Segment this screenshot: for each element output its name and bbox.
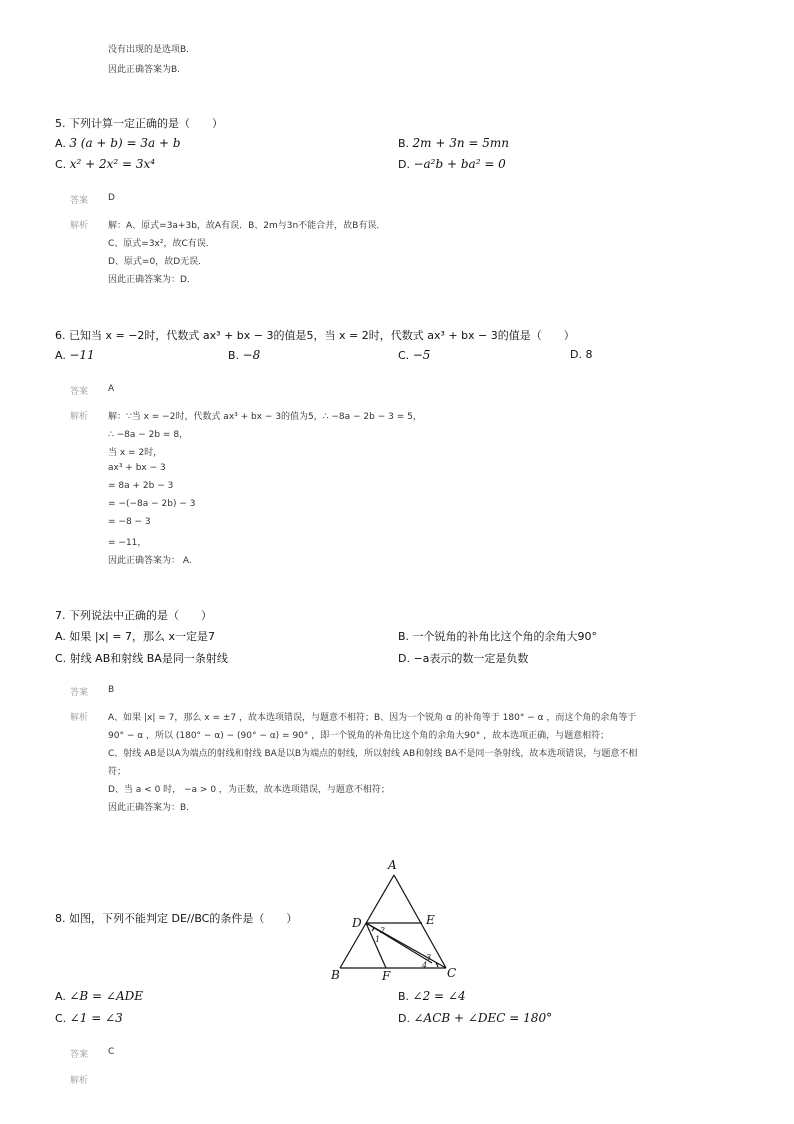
q6-option-b-letter: B. <box>228 349 240 362</box>
angle-3-label: 3 <box>426 953 432 962</box>
q6-analysis-label: 解析 <box>70 412 89 422</box>
q8-option-a[interactable] <box>55 989 143 1003</box>
q5-analysis-line-2: C、原式=3x²，故C有误． <box>108 239 215 249</box>
q7-analysis-line-2: 90° − α ，所以 (180° − α) − (90° − α) = 90° ，即一个锐角的补角比这个角的余角大90° ，故本选项正确，与题意相符； <box>108 731 610 741</box>
q8-stem: 8. 如图，下列不能判定 DE//BC的条件是（ ） <box>55 912 298 925</box>
q6-analysis-line-1: 解：∵当 x = −2时，代数式 ax³ + bx − 3的值为5，∴ −8a − 2b − 3 = 5， <box>108 412 422 422</box>
q7-answer-label: 答案 <box>70 688 89 698</box>
q7-option-a-letter: A. <box>55 630 66 643</box>
point-a-label: A <box>388 858 397 872</box>
q5-analysis-line-1: 解：A、原式=3a+3b，故A有误．B、2m与3n不能合并，故B有误． <box>108 221 386 231</box>
q7-option-b-letter: B. <box>398 630 410 643</box>
point-c-label: C <box>447 966 457 980</box>
q7-option-d[interactable] <box>398 650 528 666</box>
triangle-figure <box>320 855 470 985</box>
q7-answer: B <box>108 685 115 695</box>
q6-analysis-line-5: = 8a + 2b − 3 <box>108 481 174 491</box>
q8-answer: C <box>108 1047 115 1057</box>
q6-option-b[interactable] <box>228 348 260 362</box>
q7-analysis-line-3: C、射线 AB是以A为端点的射线和射线 BA是以B为端点的射线，所以射线 AB和射线 BA不是同一条射线，故本选项错误，与题意不相 <box>108 749 638 759</box>
q5-answer: D <box>108 193 115 203</box>
q6-option-a[interactable] <box>55 348 95 362</box>
q6-option-c-expr: −5 <box>412 348 431 362</box>
q6-analysis-line-9: 因此正确答案为： A. <box>108 556 192 566</box>
q6-answer-label: 答案 <box>70 387 89 397</box>
q8-option-c-letter: C. <box>55 1012 67 1025</box>
q5-option-c-expr: x² + 2x² = 3x⁴ <box>69 157 156 171</box>
q6-option-d-letter: D. <box>570 348 582 361</box>
q7-analysis-line-4: 符； <box>108 767 127 777</box>
q5-option-d[interactable] <box>398 157 506 171</box>
point-b-label: B <box>331 968 340 982</box>
point-f-label: F <box>382 969 391 983</box>
q8-answer-label: 答案 <box>70 1050 89 1060</box>
q5-option-d-letter: D. <box>398 158 410 171</box>
q5-option-c[interactable] <box>55 157 155 171</box>
point-d-label: D <box>352 916 362 930</box>
q5-option-a[interactable] <box>55 136 181 150</box>
q5-option-b-letter: B. <box>398 137 410 150</box>
q5-analysis-line-3: D、原式=0，故D无误． <box>108 257 208 267</box>
q8-option-d-expr: ∠ACB + ∠DEC = 180° <box>413 1011 553 1025</box>
q7-analysis-line-5: D、当 a < 0 时， −a > 0 ，为正数，故本选项错误，与题意不相符； <box>108 785 390 795</box>
q6-option-b-expr: −8 <box>242 348 261 362</box>
q6-analysis-line-4: ax³ + bx − 3 <box>108 463 166 473</box>
q6-analysis-line-3: 当 x = 2时， <box>108 448 163 458</box>
q7-option-b-expr: 一个锐角的补角比这个角的余角大90° <box>412 630 598 643</box>
q8-option-b-letter: B. <box>398 990 410 1003</box>
q5-option-d-expr: −a²b + ba² = 0 <box>413 157 506 171</box>
q7-option-c-letter: C. <box>55 652 67 665</box>
q5-answer-label: 答案 <box>70 196 89 206</box>
q5-analysis-label: 解析 <box>70 221 89 231</box>
q8-option-c-expr: ∠1 = ∠3 <box>69 1011 123 1025</box>
q8-option-c[interactable] <box>55 1011 123 1025</box>
q6-answer: A <box>108 384 115 394</box>
q7-analysis-line-6: 因此正确答案为：B． <box>108 803 196 813</box>
q6-analysis-line-6: = −(−8a − 2b) − 3 <box>108 499 196 509</box>
q8-option-a-letter: A. <box>55 990 66 1003</box>
q7-option-a-expr: 如果 |x| = 7，那么 x一定是7 <box>69 630 215 643</box>
q8-option-a-expr: ∠B = ∠ADE <box>69 989 143 1003</box>
q6-analysis-line-7: = −8 − 3 <box>108 517 151 527</box>
q5-option-c-letter: C. <box>55 158 67 171</box>
q7-option-c-expr: 射线 AB和射线 BA是同一条射线 <box>69 652 228 665</box>
q6-analysis-line-2: ∴ −8a − 2b = 8， <box>108 430 189 440</box>
q7-option-a[interactable] <box>55 628 215 644</box>
q6-option-d[interactable] <box>570 348 592 361</box>
q8-option-b-expr: ∠2 = ∠4 <box>412 989 466 1003</box>
q6-option-a-expr: −11 <box>69 348 95 362</box>
q7-option-d-expr: −a表示的数一定是负数 <box>413 652 529 665</box>
q6-stem: 6. 已知当 x = −2时，代数式 ax³ + bx − 3的值是5，当 x = 2时，代数式 ax³ + bx − 3的值是（ ） <box>55 329 575 342</box>
angle-4-label: 4 <box>422 961 428 970</box>
top-line-2: 因此正确答案为B. <box>108 65 181 75</box>
q6-analysis-line-8: = −11， <box>108 538 147 548</box>
angle-1-label: 1 <box>375 935 381 944</box>
q5-option-b-expr: 2m + 3n = 5mn <box>412 136 510 150</box>
q8-option-b[interactable] <box>398 989 466 1003</box>
q6-option-c-letter: C. <box>398 349 410 362</box>
point-e-label: E <box>426 913 435 927</box>
q6-option-d-expr: 8 <box>585 348 593 361</box>
q7-option-c[interactable] <box>55 650 228 666</box>
q6-option-a-letter: A. <box>55 349 66 362</box>
q7-option-d-letter: D. <box>398 652 410 665</box>
q5-stem: 5. 下列计算一定正确的是（ ） <box>55 117 223 130</box>
side-ab <box>340 875 394 968</box>
q8-option-d[interactable] <box>398 1011 552 1025</box>
q7-analysis-line-1: A、如果 |x| = 7，那么 x = ±7 ，故本选项错误，与题意不相符；B、因为一个锐角 α 的补角等于 180° − α ，而这个角的余角等于 <box>108 713 637 723</box>
q6-option-c[interactable] <box>398 348 430 362</box>
q5-option-b[interactable] <box>398 136 509 150</box>
q7-analysis-label: 解析 <box>70 713 89 723</box>
q8-analysis-label: 解析 <box>70 1076 89 1086</box>
q5-analysis-line-4: 因此正确答案为：D． <box>108 275 196 285</box>
q7-option-b[interactable] <box>398 628 597 644</box>
angle-2-label: 2 <box>380 926 386 935</box>
q7-stem: 7. 下列说法中正确的是（ ） <box>55 609 212 622</box>
q8-option-d-letter: D. <box>398 1012 410 1025</box>
q5-option-a-expr: 3 (a + b) = 3a + b <box>69 136 181 150</box>
q5-option-a-letter: A. <box>55 137 66 150</box>
top-line-1: 没有出现的是选项B. <box>108 45 190 55</box>
